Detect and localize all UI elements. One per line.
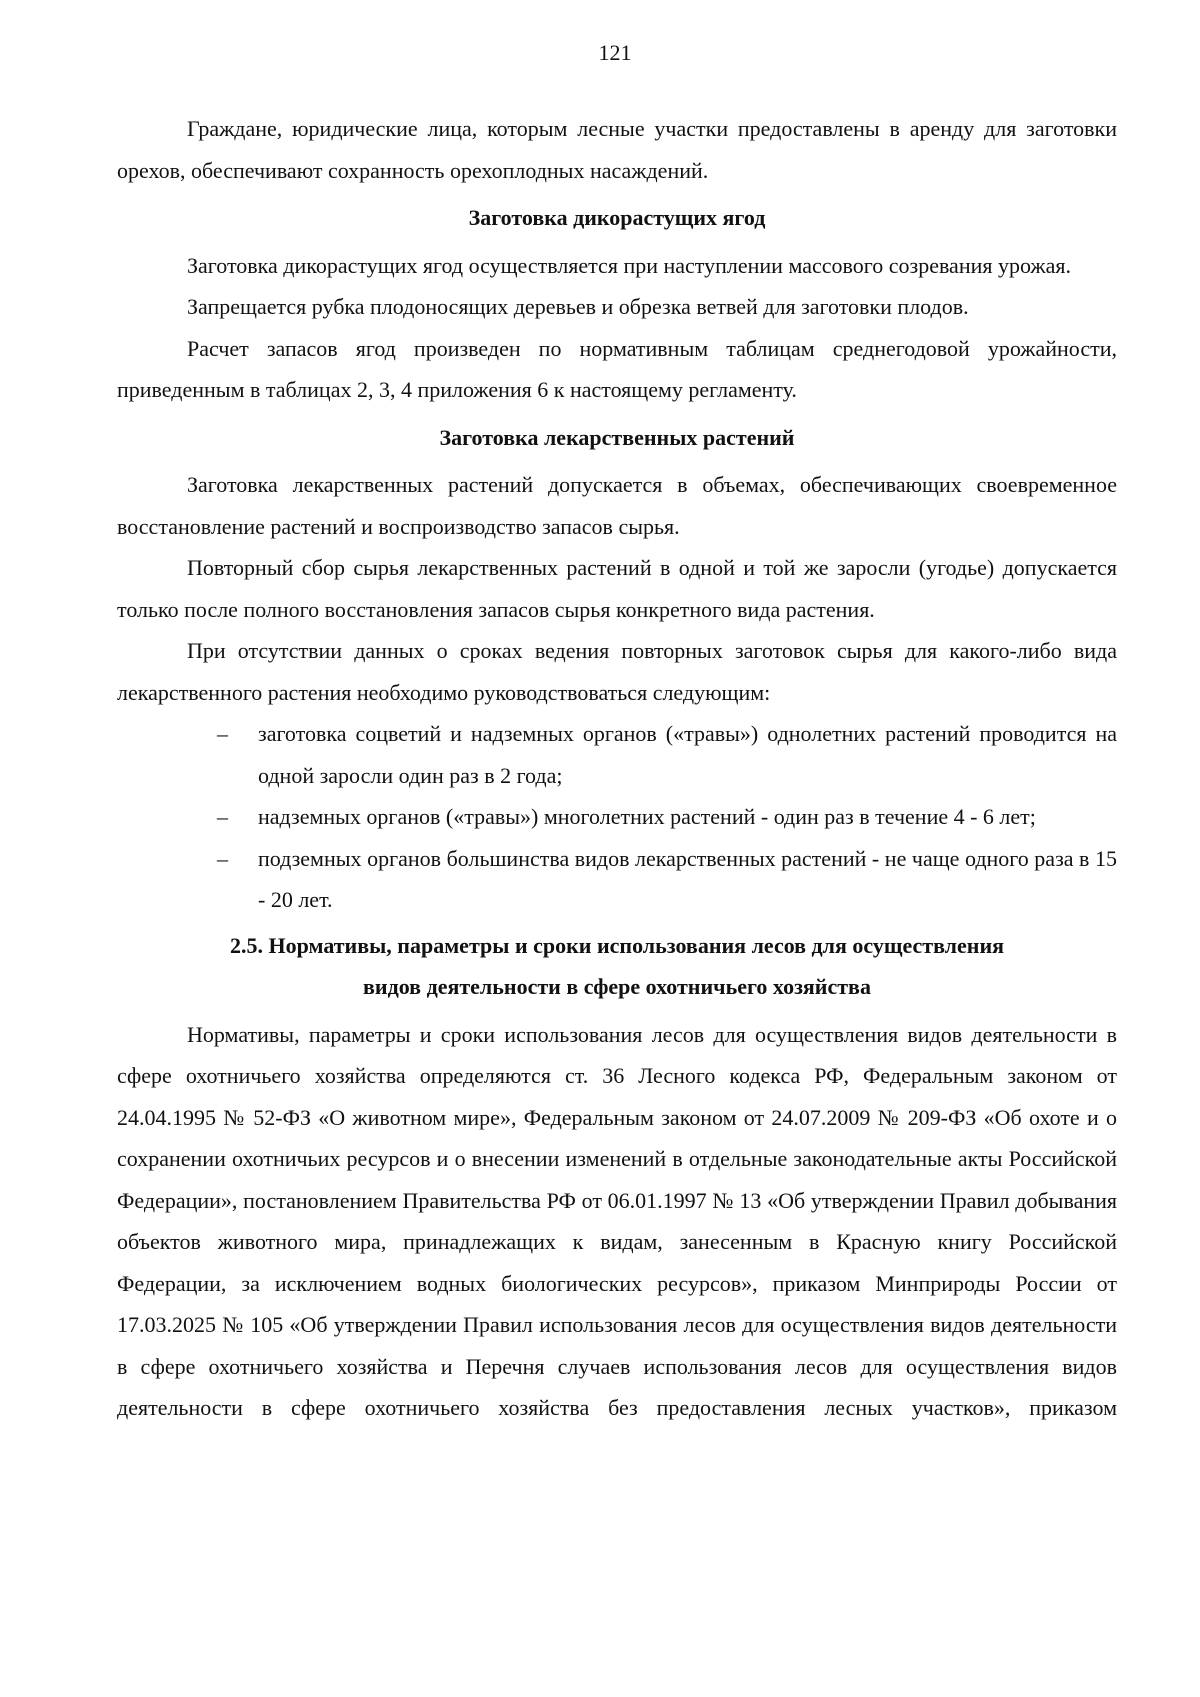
list-item bbox=[117, 713, 1117, 796]
list-item bbox=[117, 838, 1117, 921]
paragraph-repeat-collection: Повторный сбор сырья лекарственных растений в одной и той же заросли (угодье) допускается только после полного восстановления запасов сырья конкретного вида растения. bbox=[117, 555, 1117, 622]
section-title-line-1: 2.5. Нормативы, параметры и сроки использования лесов для осуществления bbox=[229, 932, 1005, 958]
harvest-rules-list bbox=[117, 713, 1117, 921]
paragraph-cutting-prohibited: Запрещается рубка плодоносящих деревьев и обрезка ветвей для заготовки плодов. bbox=[187, 294, 969, 319]
page-content bbox=[117, 108, 1117, 1429]
paragraph-berries-harvest: Заготовка дикорастущих ягод осуществляется при наступлении массового созревания урожая. bbox=[187, 252, 1072, 278]
heading-medicinal-plants: Заготовка лекарственных растений bbox=[439, 424, 795, 450]
list-item-text: заготовка соцветий и надземных органов («травы») однолетних растений проводится на одной заросли один раз в 2 года; bbox=[258, 721, 1117, 788]
paragraph-nut-lease: Граждане, юридические лица, которым лесные участки предоставлены в аренду для заготовки орехов, обеспечивают сохранность орехоплодных насаждений. bbox=[117, 116, 1117, 183]
list-dash: – bbox=[217, 845, 228, 871]
paragraph-hunting-regulations: Нормативы, параметры и сроки использования лесов для осуществления видов деятельности в сфере охотничьего хозяйства определяются ст. 36 Лесного кодекса РФ, Федеральным законом от 24.04.1995 № 52-ФЗ «О животном мире», Федеральным законом от 24.07.2009 № 209-ФЗ «Об охоте и о сохранении охотничьих ресурсов и о внесении изменений в отдельные законодательные акты Российской Федерации», постановлением Правительства РФ от 06.01.1997 № 13 «Об утверждении Правил добывания объектов животного мира, принадлежащих к видам, занесенным в Красную книгу Российской Федерации, за исключением водных биологических ресурсов», приказом Минприроды России от 17.03.2025 № 105 «Об утверждении Правил использования лесов для осуществления видов деятельности в сфере охотничьего хозяйства и Перечня случаев использования лесов для осуществления видов деятельности в сфере охотничьего хозяйства без предоставления лесных участков», приказом bbox=[117, 1021, 1117, 1420]
page-number: 121 bbox=[598, 40, 632, 65]
section-title-line-2: видов деятельности в сфере охотничьего хозяйства bbox=[363, 974, 871, 999]
list-dash: – bbox=[217, 721, 228, 746]
list-item-text: надземных органов («травы») многолетних растений - один раз в течение 4 - 6 лет; bbox=[258, 804, 1036, 829]
heading-wild-berries: Заготовка дикорастущих ягод bbox=[468, 205, 766, 230]
paragraph-medicinal-volumes: Заготовка лекарственных растений допускается в объемах, обеспечивающих своевременное восстановление растений и воспроизводство запасов сырья. bbox=[117, 472, 1117, 539]
paragraph-berry-reserves: Расчет запасов ягод произведен по нормативным таблицам среднегодовой урожайности, приведенным в таблицах 2, 3, 4 приложения 6 к настоящему регламенту. bbox=[117, 335, 1117, 402]
list-item bbox=[117, 796, 1117, 838]
list-item-text: подземных органов большинства видов лекарственных растений - не чаще одного раза в 15 - 20 лет. bbox=[258, 845, 1117, 912]
list-dash: – bbox=[217, 804, 228, 829]
paragraph-guidance: При отсутствии данных о сроках ведения повторных заготовок сырья для какого-либо вида лекарственного растения необходимо руководствоваться следующим: bbox=[117, 638, 1117, 705]
section-heading bbox=[117, 925, 1117, 1008]
